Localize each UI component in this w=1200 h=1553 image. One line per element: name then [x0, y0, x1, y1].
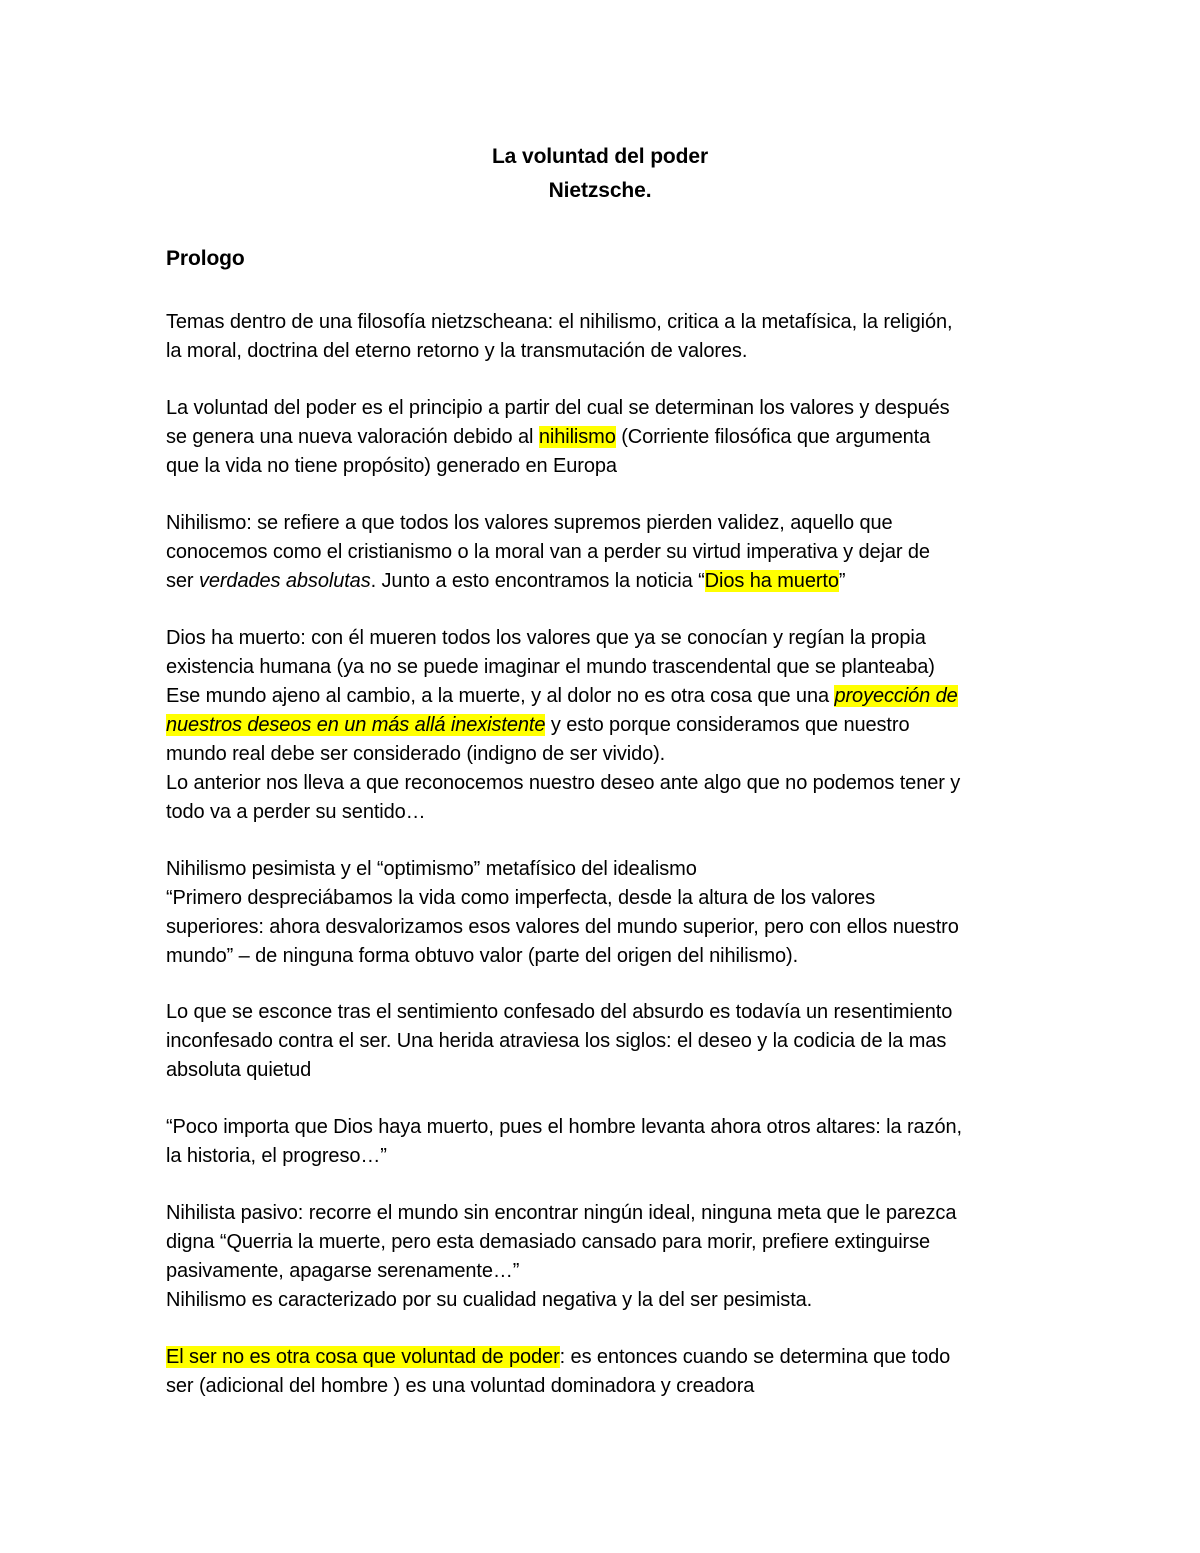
paragraph-7-line-1: “Poco importa que Dios haya muerto, pues el hombre levanta ahora otros altares: la razón,	[166, 1116, 962, 1138]
highlighted-phrase: El ser no es otra cosa que voluntad de poder	[166, 1346, 560, 1368]
paragraph-4-line-7: todo va a perder su sentido…	[166, 801, 426, 823]
document-author: Nietzsche.	[548, 179, 652, 202]
italic-phrase: verdades absolutas	[198, 570, 371, 592]
paragraph-6-line-3: absoluta quietud	[166, 1059, 312, 1081]
text-run: : es entonces cuando se determina que todo	[559, 1346, 951, 1368]
paragraph-6-line-1: Lo que se esconce tras el sentimiento confesado del absurdo es todavía un resentimiento	[166, 1001, 953, 1023]
paragraph-3-line-1: Nihilismo: se refiere a que todos los valores supremos pierden validez, aquello que	[166, 512, 893, 534]
paragraph-9-line-2: ser (adicional del hombre ) es una voluntad dominadora y creadora	[166, 1375, 755, 1397]
paragraph-8-line-4: Nihilismo es caracterizado por su cualidad negativa y la del ser pesimista.	[166, 1289, 813, 1311]
paragraph-7-line-2: la historia, el progreso…”	[166, 1145, 387, 1167]
paragraph-8-line-3: pasivamente, apagarse serenamente…”	[166, 1260, 520, 1282]
text-run: ”	[838, 570, 846, 592]
paragraph-2-line-2	[166, 423, 930, 452]
text-run: ser	[166, 570, 199, 592]
paragraph-5-line-1: Nihilismo pesimista y el “optimismo” metafísico del idealismo	[166, 858, 697, 880]
paragraph-4-line-5: mundo real debe ser considerado (indigno de ser vivido).	[166, 743, 666, 765]
text-run: (Corriente filosófica que argumenta	[615, 426, 931, 448]
paragraph-4-line-4	[166, 711, 909, 740]
paragraph-1-line-2: la moral, doctrina del eterno retorno y la transmutación de valores.	[166, 340, 748, 362]
paragraph-2-line-3: que la vida no tiene propósito) generado en Europa	[166, 455, 617, 477]
paragraph-5-line-4: mundo” – de ninguna forma obtuvo valor (parte del origen del nihilismo).	[166, 945, 799, 967]
highlighted-italic-phrase: proyección de	[834, 685, 958, 707]
paragraph-6-line-2: inconfesado contra el ser. Una herida atraviesa los siglos: el deseo y la codicia de la mas	[166, 1030, 947, 1052]
paragraph-4-line-3	[166, 682, 958, 711]
paragraph-5-line-2: “Primero despreciábamos la vida como imperfecta, desde la altura de los valores	[166, 887, 876, 909]
document-title: La voluntad del poder	[491, 145, 709, 168]
highlighted-italic-phrase: nuestros deseos en un más allá inexistente	[166, 714, 546, 736]
paragraph-5-line-3: superiores: ahora desvalorizamos esos valores del mundo superior, pero con ellos nuestro	[166, 916, 959, 938]
paragraph-9-line-1	[166, 1343, 950, 1372]
paragraph-3-line-3	[166, 567, 845, 596]
paragraph-4-line-2: existencia humana (ya no se puede imaginar el mundo trascendental que se planteaba)	[166, 656, 935, 678]
paragraph-4-line-6: Lo anterior nos lleva a que reconocemos nuestro deseo ante algo que no podemos tener y	[166, 772, 961, 794]
paragraph-8-line-2: digna “Querria la muerte, pero esta demasiado cansado para morir, prefiere extinguirse	[166, 1231, 931, 1253]
section-heading: Prologo	[166, 247, 245, 270]
paragraph-4-line-1: Dios ha muerto: con él mueren todos los valores que ya se conocían y regían la propia	[166, 627, 926, 649]
paragraph-1-line-1: Temas dentro de una filosofía nietzscheana: el nihilismo, critica a la metafísica, la religión,	[166, 311, 953, 333]
paragraph-2-line-1: La voluntad del poder es el principio a partir del cual se determinan los valores y después	[166, 397, 950, 419]
text-run: . Junto a esto encontramos la noticia “	[370, 570, 705, 592]
text-run: Ese mundo ajeno al cambio, a la muerte, y al dolor no es otra cosa que una	[166, 685, 835, 707]
highlighted-phrase: Dios ha muerto	[704, 570, 839, 592]
paragraph-3-line-2: conocemos como el cristianismo o la moral van a perder su virtud imperativa y dejar de	[166, 541, 930, 563]
paragraph-8-line-1: Nihilista pasivo: recorre el mundo sin encontrar ningún ideal, ninguna meta que le parezca	[166, 1202, 957, 1224]
highlighted-term: nihilismo	[538, 426, 616, 448]
text-run: y esto porque consideramos que nuestro	[545, 714, 910, 736]
text-run: se genera una nueva valoración debido al	[166, 426, 539, 448]
